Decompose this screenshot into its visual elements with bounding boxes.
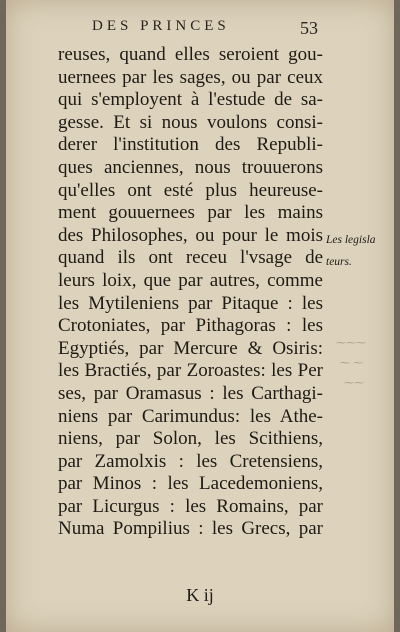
text-line: les Mytileniens par Pitaque : les [58, 292, 323, 314]
text-line: niens, par Solon, les Scithiens, [58, 428, 323, 450]
text-line: par Minos : les Lacedemoniens, [58, 473, 323, 495]
text-line: uernees par les sages, ou par ceux [58, 66, 323, 88]
text-line: par Zamolxis : les Cretensiens, [58, 450, 323, 472]
text-line: ques anciennes, nous trouuerons [58, 156, 323, 178]
marginal-note [326, 229, 396, 273]
signature-mark: K ij [186, 585, 214, 605]
text-line: les Bractiés, par Zoroastes: les Per [58, 360, 323, 382]
show-through-mark: ⁓⁓ [344, 378, 364, 389]
text-line: Egyptiés, par Mercure & Osiris: [58, 337, 323, 359]
text-line: Crotoniates, par Pithagoras : les [58, 315, 323, 337]
text-line: ses, par Oramasus : les Carthagi- [58, 382, 323, 404]
text-line: quand ils ont receu l'vsage de [58, 247, 323, 269]
running-head-title: DES PRINCES [92, 18, 230, 34]
page-number: 53 [300, 18, 318, 38]
text-line: Numa Pompilius : les Grecs, par [58, 518, 323, 540]
text-line: ment gouuernees par les mains [58, 202, 323, 224]
text-line: reuses, quand elles seroient gou- [58, 44, 323, 65]
show-through-mark: ⁓⁓⁓ [336, 338, 366, 349]
text-line: des Philosophes, ou pour le mois [58, 224, 323, 246]
marginal-note-line: Les legisla [326, 234, 376, 246]
text-line: par Licurgus : les Romains, par [58, 495, 323, 517]
text-line: leurs loix, que par autres, comme [58, 269, 323, 291]
text-line: niens par Carimundus: les Athe- [58, 405, 323, 427]
text-line: qu'elles ont esté plus heureuse- [58, 179, 323, 201]
text-line: qui s'employent à l'estude de sa- [58, 89, 323, 111]
marginal-note-line: teurs. [326, 256, 352, 268]
text-line: derer l'institution des Republi- [58, 134, 323, 156]
show-through-mark: ⁓ ⁓ [340, 358, 364, 369]
body-text [58, 44, 323, 541]
text-line: gesse. Et si nous voulons consi- [58, 111, 323, 133]
